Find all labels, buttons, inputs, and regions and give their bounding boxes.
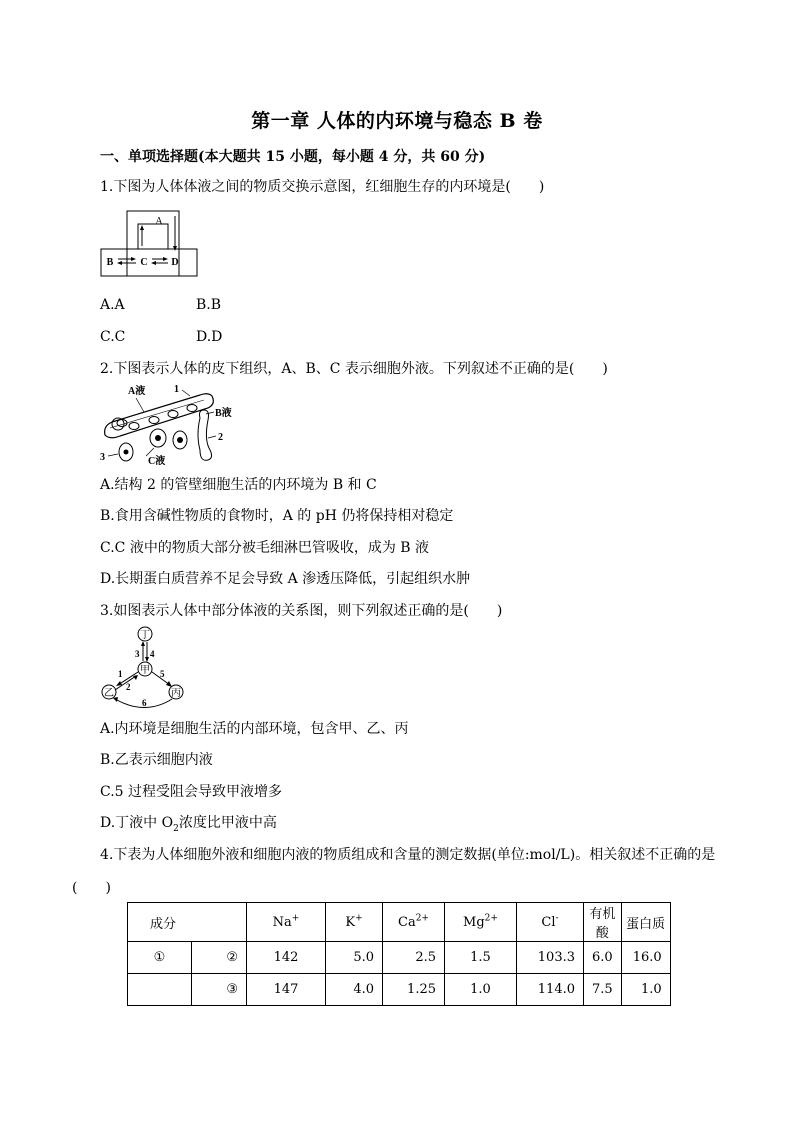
table-cell <box>128 974 192 1006</box>
q3-body-fluid-diagram <box>100 624 188 708</box>
q1-option-a[interactable]: A.A <box>100 297 125 313</box>
q2-leader-c <box>146 448 154 456</box>
q3-label-yi: 乙 <box>104 688 114 699</box>
q3-label-jia: 甲 <box>140 665 150 676</box>
question-1-stem: 1.下图为人体体液之间的物质交换示意图，红细胞生存的内环境是( ) <box>100 179 545 195</box>
q1-arrow-head-left-1 <box>117 261 122 265</box>
q1-box-a <box>127 211 179 249</box>
q3-arrow-head <box>145 657 149 662</box>
table-cell: ② <box>191 942 246 974</box>
q3-label-6: 6 <box>142 698 147 708</box>
question-3-stem: 3.如图表示人体中部分体液的关系图，则下列叙述正确的是( ) <box>100 603 503 619</box>
table-cell: 147 <box>247 974 326 1006</box>
q3-arrow-head <box>116 681 122 686</box>
q3-label-ding: 丁 <box>140 630 150 641</box>
section-heading: 一、单项选择题(本大题共 15 小题，每小题 4 分，共 60 分) <box>100 149 486 165</box>
table-cell: 114.0 <box>517 974 584 1006</box>
table-cell: 1.0 <box>445 974 517 1006</box>
table-header-label: 成分 <box>128 903 247 942</box>
q2-leader-2 <box>208 436 216 438</box>
table-cell: 1.0 <box>621 974 670 1006</box>
q2-rbc <box>187 405 197 412</box>
q1-option-c[interactable]: C.C <box>100 329 126 345</box>
table-header-k: K+ <box>326 903 383 942</box>
q1-option-b[interactable]: B.B <box>196 297 222 313</box>
q3-arrow-head <box>166 681 172 687</box>
q3-label-1: 1 <box>118 669 123 679</box>
q2-lymph-vessel <box>198 410 212 460</box>
q1-label-a: A <box>155 216 163 227</box>
q2-rbc <box>117 420 127 427</box>
question-2-stem: 2.下图表示人体的皮下组织，A、B、C 表示细胞外液。下列叙述不正确的是( ) <box>100 361 608 377</box>
q2-leader-a <box>136 398 144 412</box>
q2-label-b: B液 <box>215 408 232 419</box>
table-cell: ① <box>128 942 192 974</box>
table-cell: 142 <box>247 942 326 974</box>
q3-option-d[interactable]: D.丁液中 $O_2$浓度比甲液中高 <box>100 815 277 834</box>
table-cell: 4.0 <box>326 974 383 1006</box>
table-header-mg: $Mg^{2+}$ <box>445 903 517 942</box>
q3-label-3: 3 <box>135 649 140 659</box>
q1-arrow-head-right-2 <box>163 257 168 261</box>
table-cell: 6.0 <box>584 942 622 974</box>
q3-option-c[interactable]: C.5 过程受阻会导致甲液增多 <box>100 784 283 800</box>
q2-label-a: A液 <box>128 386 146 397</box>
table-row <box>128 942 671 974</box>
table-header-row <box>128 903 671 942</box>
q3-label-5: 5 <box>160 669 165 679</box>
q1-label-d: D <box>171 257 179 268</box>
q1-box-bottom <box>101 249 197 276</box>
q1-arrow-head-up <box>140 225 144 230</box>
question-4-paren: ( ) <box>72 880 111 896</box>
q1-arrow-head-right-1 <box>131 257 136 261</box>
q2-label-1: 1 <box>174 384 179 395</box>
table-cell: 1.5 <box>445 942 517 974</box>
q2-label-2: 2 <box>218 432 223 443</box>
question-4-stem: 4.下表为人体细胞外液和细胞内液的物质组成和含量的测定数据(单位:mol/L)。相关叙述不正确的是 <box>100 847 716 863</box>
table-header-protein: 蛋白质 <box>621 903 670 942</box>
q2-cell-nucleus <box>155 435 161 441</box>
table-cell: 1.25 <box>383 974 445 1006</box>
table-cell: 16.0 <box>621 942 670 974</box>
table-cell: 7.5 <box>584 974 622 1006</box>
q3-option-b[interactable]: B.乙表示细胞内液 <box>100 752 213 768</box>
page-title: 第一章 人体的内环境与稳态 B 卷 <box>251 110 543 132</box>
q2-label-3: 3 <box>100 452 105 463</box>
q2-leader-3 <box>108 454 118 456</box>
q2-label-c: C液 <box>148 456 166 467</box>
q1-option-d[interactable]: D.D <box>196 329 223 345</box>
q2-cell-nucleus <box>177 437 183 443</box>
q1-label-c: C <box>140 257 148 268</box>
q2-tissue-diagram <box>100 380 245 470</box>
table-cell: 2.5 <box>383 942 445 974</box>
q2-option-a[interactable]: A.结构 2 的管壁细胞生活的内环境为 B 和 C <box>100 477 377 493</box>
q2-capillary <box>105 394 214 438</box>
table-cell: ③ <box>191 974 246 1006</box>
q3-option-a[interactable]: A.内环境是细胞生活的内部环境，包含甲、乙、丙 <box>100 721 409 737</box>
q3-arrow-head <box>141 641 145 646</box>
table-header-na: Na+ <box>247 903 326 942</box>
q1-label-b: B <box>106 257 114 268</box>
q3-label-2: 2 <box>126 682 131 692</box>
q2-rbc <box>129 423 139 430</box>
q2-rbc <box>149 417 159 424</box>
table-cell: 103.3 <box>517 942 584 974</box>
table-header-cl: Cl- <box>517 903 584 942</box>
table-row <box>128 974 671 1006</box>
q2-option-c[interactable]: C.C 液中的物质大部分被毛细淋巴管吸收，成为 B 液 <box>100 540 430 556</box>
q2-cell-nucleus <box>124 450 129 455</box>
q2-rbc <box>168 411 178 418</box>
q2-option-d[interactable]: D.长期蛋白质营养不足会导致 A 渗透压降低，引起组织水肿 <box>100 571 471 587</box>
q3-label-4: 4 <box>150 649 155 659</box>
q2-leader-1 <box>182 390 190 396</box>
q2-option-b[interactable]: B.食用含碱性物质的食物时，A 的 pH 仍将保持相对稳定 <box>100 508 454 524</box>
q1-arrow-head-left-2 <box>151 261 156 265</box>
q4-data-table <box>127 902 671 1006</box>
q3-label-bing: 丙 <box>171 688 181 699</box>
table-header-organic-acid: 有机酸 <box>584 903 622 942</box>
table-cell: 5.0 <box>326 942 383 974</box>
q2-leader-b <box>206 412 214 414</box>
q1-exchange-diagram <box>100 210 200 278</box>
table-header-ca: $Ca^{2+}$ <box>383 903 445 942</box>
